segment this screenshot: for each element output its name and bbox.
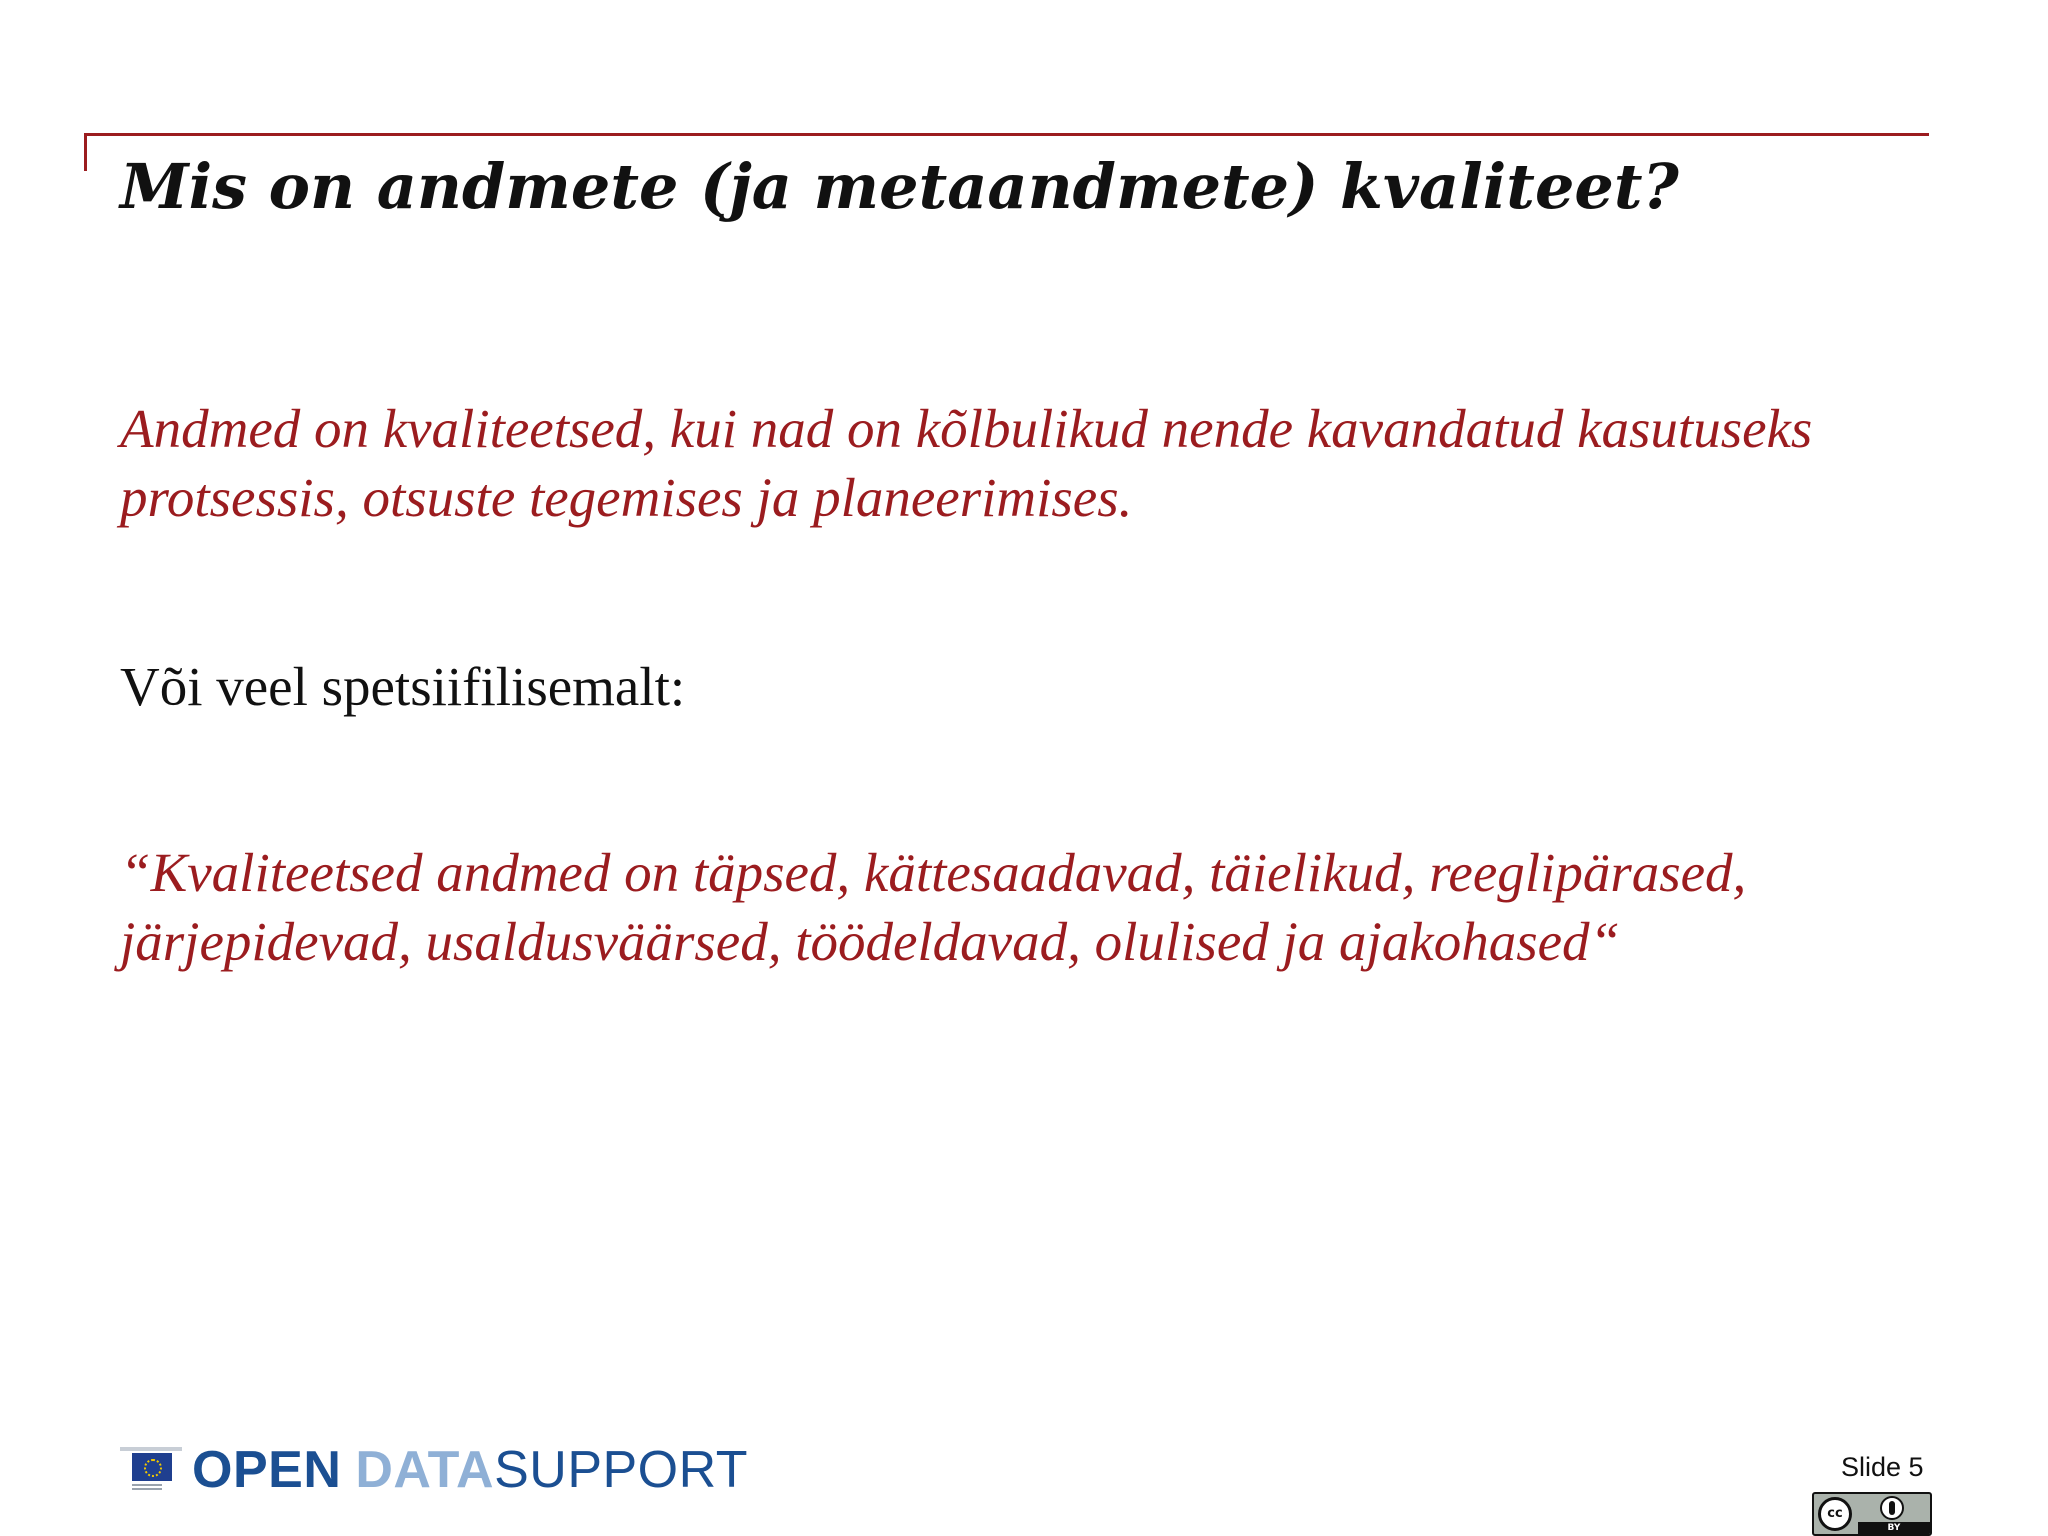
slide-number: Slide 5 (1841, 1452, 1924, 1482)
logo-open-text: OPEN (192, 1441, 342, 1499)
subheading-text: Või veel spetsiifilisemalt: (120, 656, 686, 717)
logo-support-text: SUPPORT (494, 1441, 749, 1499)
open-data-support-logo (120, 1440, 748, 1500)
definition-text: Andmed on kvaliteetsed, kui nad on kõlbulikud nende kavandatud kasutuseks protsessis, otsuste tegemises ja planeerimises. (120, 398, 1813, 528)
european-commission-logo-icon (120, 1447, 182, 1493)
title-divider-tick (84, 133, 87, 171)
quote-text: “Kvaliteetsed andmed on täpsed, kättesaadavad, täielikud, reeglipärased, järjepidevad, usaldusväärsed, töödeldavad, olulised ja ajakohased“ (120, 842, 1747, 972)
attribution-person-icon (1880, 1496, 1904, 1520)
creative-commons-by-icon (1812, 1492, 1932, 1536)
slide-title: Mis on andmete (ja metaandmete) kvaliteet? (120, 150, 1679, 223)
title-divider (84, 133, 1929, 136)
cc-icon: cc (1818, 1497, 1852, 1531)
logo-data-text: DATA (355, 1441, 495, 1499)
by-label: BY (1858, 1522, 1930, 1534)
